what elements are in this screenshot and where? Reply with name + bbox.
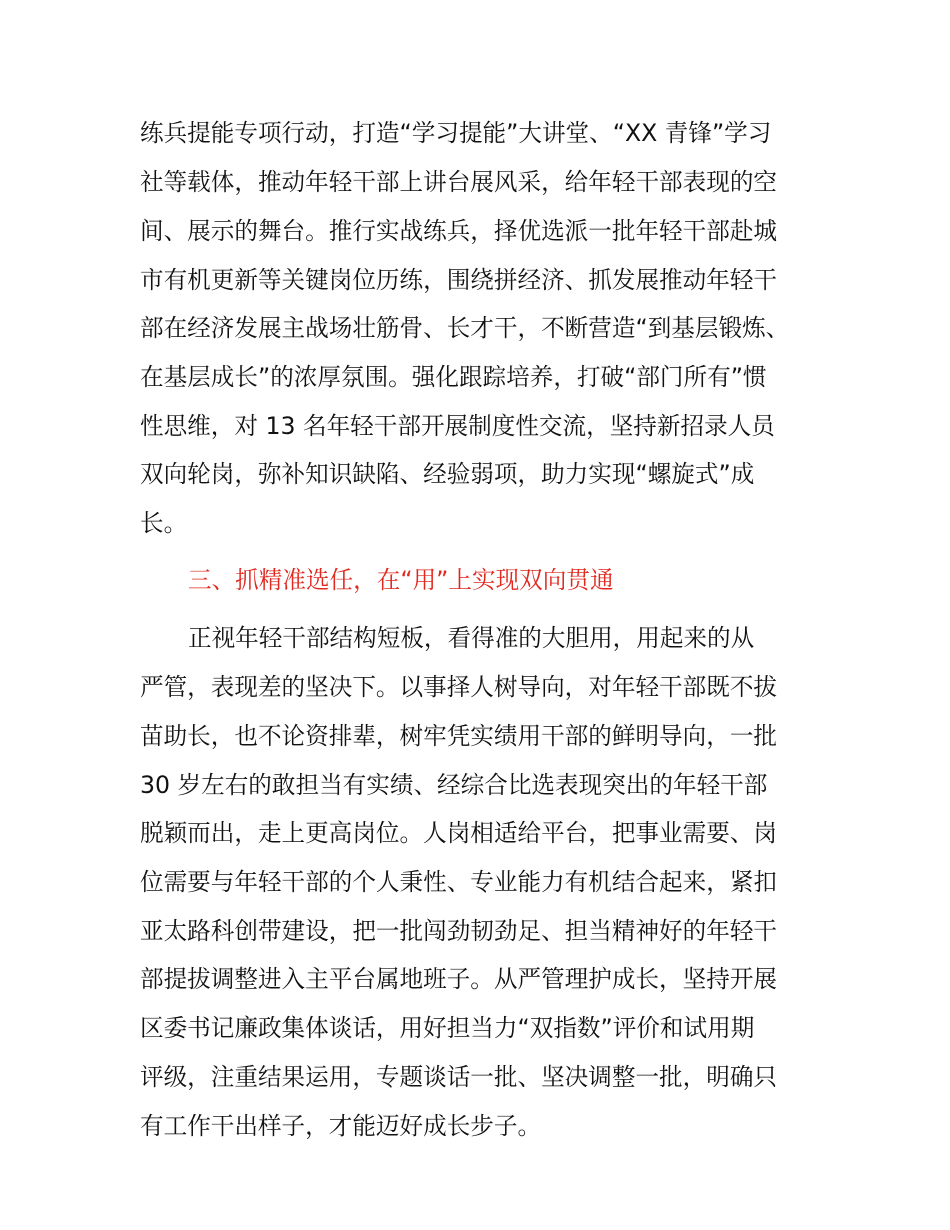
paragraph-2-line: 评级，注重结果运用，专题谈话一批、坚决调整一批，明确只 (140, 1063, 778, 1091)
paragraph-2-line: 有工作干出样子，才能迈好成长步子。 (140, 1112, 542, 1140)
paragraph-2-line: 脱颖而出，走上更高岗位。人岗相适给平台，把事业需要、岗 (140, 819, 778, 847)
section-heading: 三、抓精准选任，在“用”上实现双向贯通 (188, 566, 614, 594)
paragraph-1-line: 市有机更新等关键岗位历练，围绕拼经济、抓发展推动年轻干 (140, 266, 778, 294)
paragraph-1-line: 长。 (140, 509, 188, 537)
paragraph-1-line: 双向轮岗，弥补知识缺陷、经验弱项，助力实现“螺旋式”成 (140, 460, 755, 488)
paragraph-2-line: 部提拔调整进入主平台属地班子。从严管理护成长，坚持开展 (140, 965, 778, 993)
paragraph-2-line: 位需要与年轻干部的个人秉性、专业能力有机结合起来，紧扣 (140, 868, 778, 896)
paragraph-1-line: 在基层成长”的浓厚氛围。强化跟踪培养，打破“部门所有”惯 (140, 363, 767, 391)
paragraph-2-line: 30 岁左右的敢担当有实绩、经综合比选表现突出的年轻干部 (140, 771, 768, 799)
paragraph-1-line: 社等载体，推动年轻干部上讲台展风采，给年轻干部表现的空 (140, 168, 778, 196)
paragraph-1-line: 练兵提能专项行动，打造“学习提能”大讲堂、“XX 青锋”学习 (140, 119, 772, 147)
paragraph-1-line: 间、展示的舞台。推行实战练兵，择优选派一批年轻干部赴城 (140, 217, 778, 245)
paragraph-2-line: 区委书记廉政集体谈话，用好担当力“双指数”评价和试用期 (140, 1014, 755, 1042)
paragraph-2-line: 苗助长，也不论资排辈，树牢凭实绩用干部的鲜明导向，一批 (140, 722, 778, 750)
paragraph-2-line: 亚太路科创带建设，把一批闯劲韧劲足、担当精神好的年轻干 (140, 917, 778, 945)
paragraph-1-line: 部在经济发展主战场壮筋骨、长才干，不断营造“到基层锻炼、 (140, 314, 790, 342)
paragraph-1-line: 性思维，对 13 名年轻干部开展制度性交流，坚持新招录人员 (140, 412, 775, 440)
paragraph-2-line: 严管，表现差的坚决下。以事择人树导向，对年轻干部既不拔 (140, 673, 778, 701)
paragraph-2-line: 正视年轻干部结构短板，看得准的大胆用，用起来的从 (188, 624, 755, 652)
